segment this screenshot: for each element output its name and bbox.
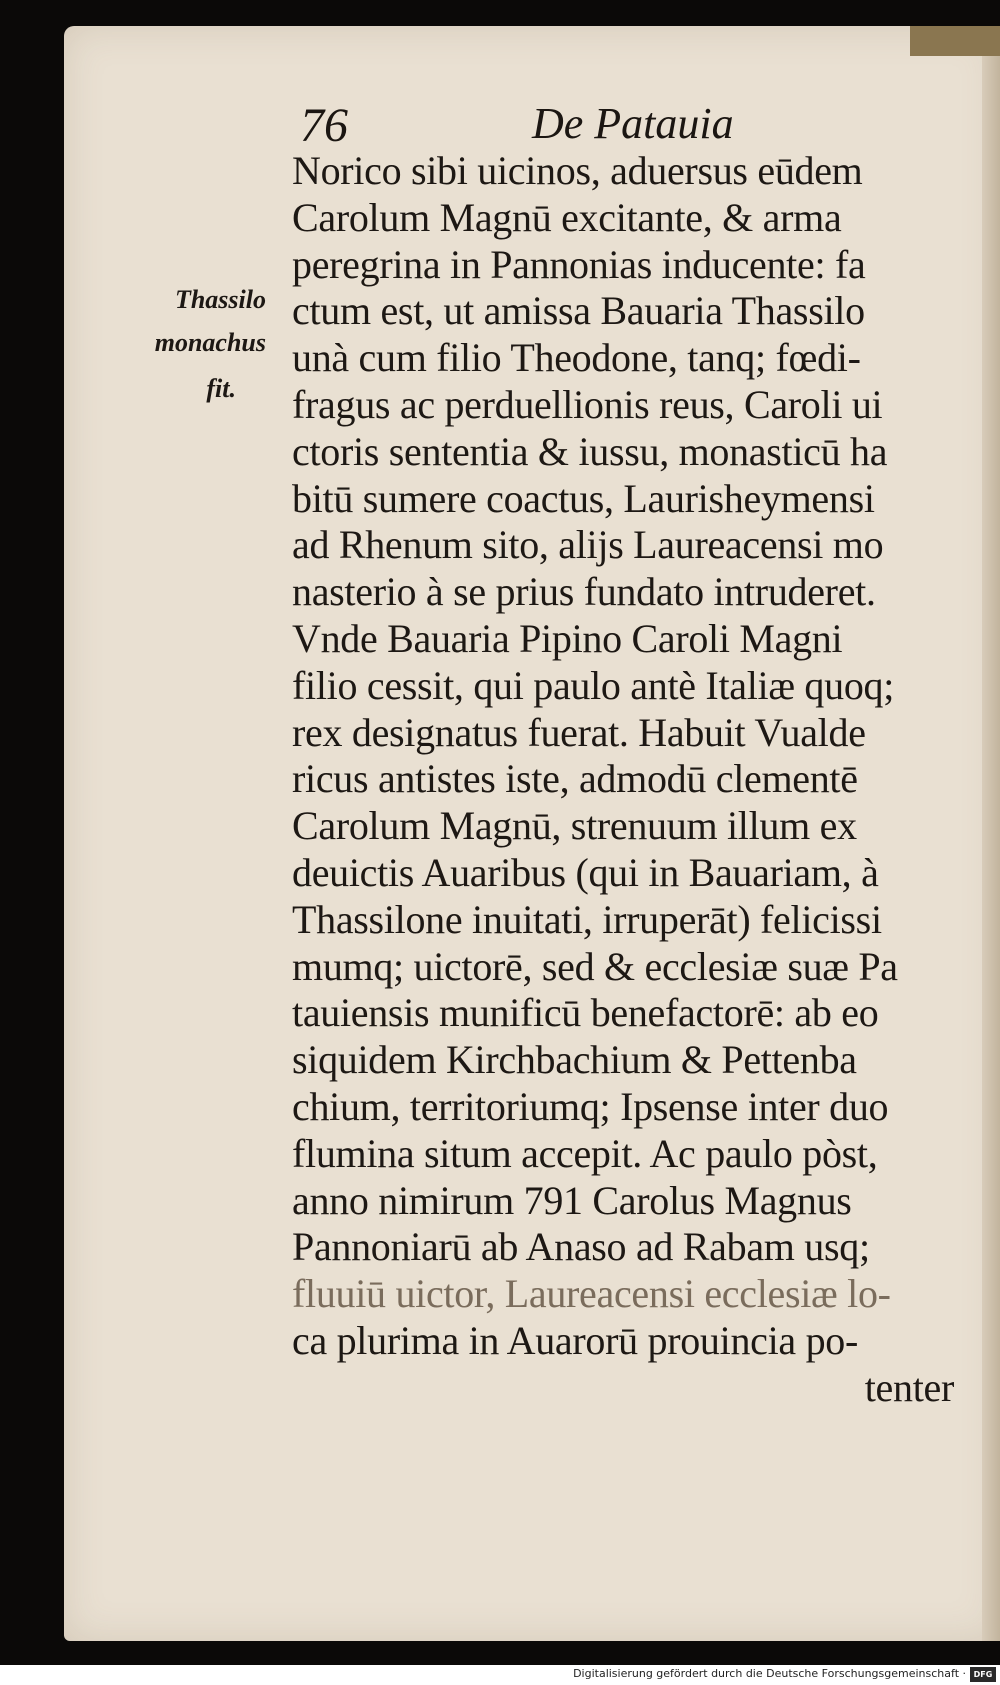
margin-note-line-2: monachus [154,328,266,357]
text-line: peregrina in Pannonias inducente: fa [292,241,866,287]
text-line: Carolum Magnū excitante, & arma [292,194,842,240]
catchword: tenter [864,1364,954,1410]
text-line: rex designatus fuerat. Habuit Vualde [292,709,866,755]
text-line: ca plurima in Auarorū prouincia po- [292,1317,858,1363]
text-line: bitū sumere coactus, Laurisheymensi [292,475,875,521]
text-line: nasterio à se prius fundato intruderet. [292,569,876,615]
margin-note-line-1: Thassilo [174,285,266,314]
page-edge [982,26,1000,1641]
text-line: unà cum filio Theodone, tanq; fœdi- [292,335,861,381]
text-line: fragus ac perduellionis reus, Caroli ui [292,381,883,427]
margin-note-line-3: fit. [206,374,236,403]
text-line: Pannoniarū ab Anaso ad Rabam usq; [292,1224,870,1270]
text-line: filio cessit, qui paulo antè Italiæ quoq; [292,662,895,708]
text-line: mumq; uictorē, sed & ecclesiæ suæ Pa [292,943,898,989]
running-head: De Patauia [532,99,734,148]
text-line: ctum est, ut amissa Bauaria Thassilo [292,288,865,334]
text-line: tauiensis munificū benefactorē: ab eo [292,990,879,1036]
page-number: 76 [300,99,348,152]
text-line: Vnde Bauaria Pipino Caroli Magni [292,615,843,661]
text-line: deuictis Auaribus (qui in Bauariam, à [292,849,879,895]
text-line: fluuiū uictor, Laureacensi ecclesiæ lo- [292,1271,891,1317]
text-line: Carolum Magnū, strenuum illum ex [292,803,857,849]
text-line: chium, territoriumq; Ipsense inter duo [292,1083,889,1129]
text-line: Thassilone inuitati, irruperāt) felicissi [292,896,882,942]
text-line: anno nimirum 791 Carolus Magnus [292,1177,852,1223]
text-line: Norico sibi uicinos, aduersus eūdem [292,148,863,193]
footer-bar [0,1665,1000,1685]
text-line: siquidem Kirchbachium & Pettenba [292,1037,857,1083]
dfg-logo-icon: DFG [970,1667,996,1682]
body-text [292,148,962,1412]
text-line: ctoris sententia & iussu, monasticū ha [292,428,888,474]
text-line: flumina situm accepit. Ac paulo pòst, [292,1130,878,1176]
text-line: ricus antistes iste, admodū clementē [292,756,858,802]
page-header [300,98,760,152]
funding-credit: Digitalisierung gefördert durch die Deutsche Forschungsgemeinschaft · [573,1667,966,1680]
text-line: ad Rhenum sito, alijs Laureacensi mo [292,522,884,568]
corner-stain [910,26,1000,56]
